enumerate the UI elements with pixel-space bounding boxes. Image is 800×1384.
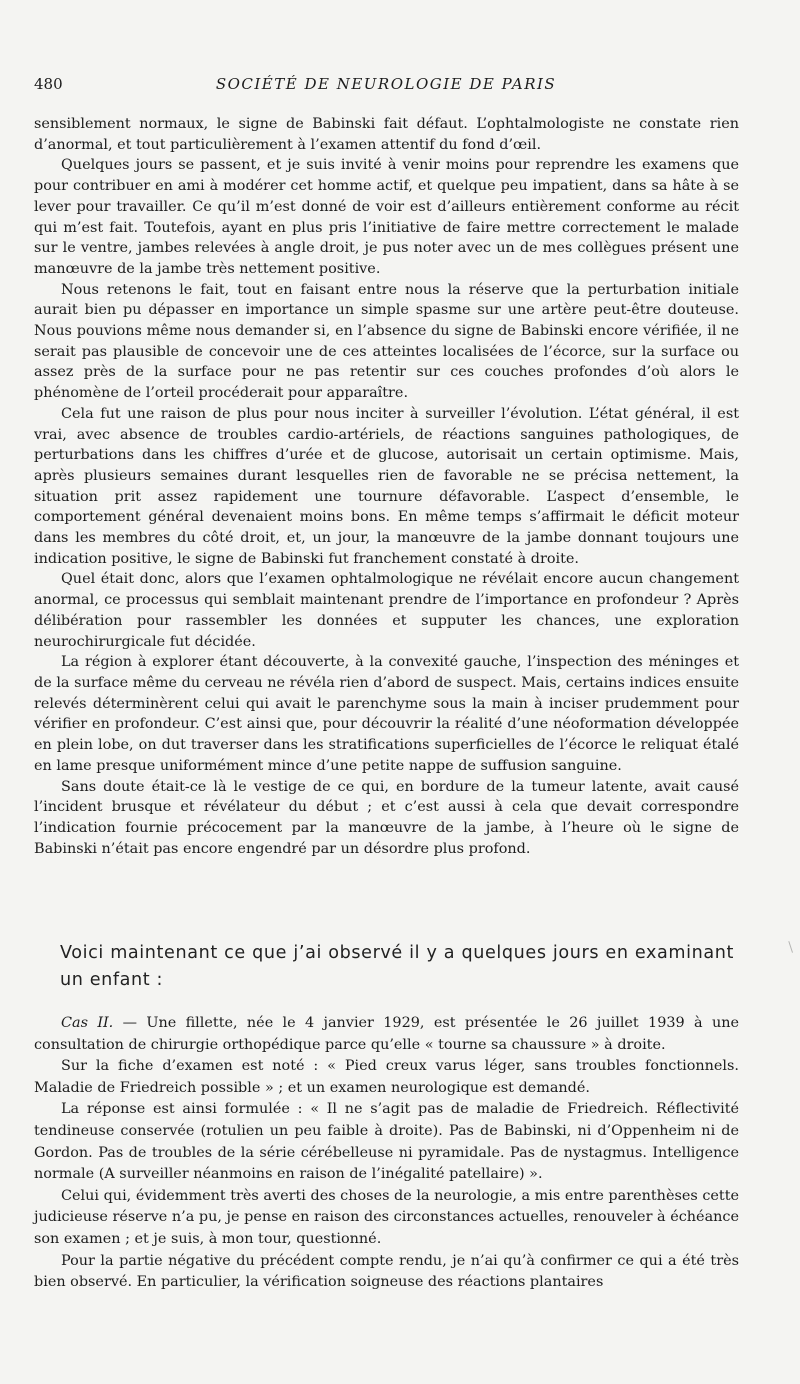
margin-pencil-mark bbox=[788, 939, 798, 953]
section-two bbox=[34, 1013, 739, 1294]
paragraph: La région à explorer étant découverte, à la convexité gauche, l’inspection des méninges et de la surface même du cerveau ne révéla rien d’abord de suspect. Mais, certains indices ensuite relevés déterminèrent celui qui avait le parenchyme sous la main à inciser prudemment pour vérifier en profondeur. C’est ainsi que, pour découvrir la réalité d’une néoformation développée en plein lobe, on dut traverser dans les stratifications superficielles de l’écorce le reliquat étalé en lame presque uniformément mince d’une petite nappe de suffusion sanguine. bbox=[34, 654, 739, 774]
paragraph: Quel était donc, alors que l’examen ophtalmologique ne révélait encore aucun changement anormal, ce processus qui semblait maintenant prendre de l’importance en profondeur ? Après délibération pour rassembler les données et supputer les chances, une exploration neurochirurgicale fut décidée. bbox=[34, 571, 739, 650]
section-one bbox=[34, 114, 739, 859]
case-label: Cas II. bbox=[61, 1015, 114, 1031]
paragraph: Cela fut une raison de plus pour nous inciter à surveiller l’évolution. L’état général, il est vrai, avec absence de troubles cardio-artériels, de réactions sanguines pathologiques, de perturbations dans les chiffres d’urée et de glucose, autorisait un certain optimisme. Mais, après plusieurs semaines durant lesquelles rien de favorable ne se précisa nettement, la situation prit assez rapidement une tournure défavorable. L’aspect d’ensemble, le comportement général devenaient moins bons. En même temps s’affirmait le déficit moteur dans les membres du côté droit, et, un jour, la manœuvre de la jambe donnant toujours une indication positive, le signe de Babinski fut franchement constaté à droite. bbox=[34, 405, 739, 567]
paragraph: Pour la partie négative du précédent compte rendu, je n’ai qu’à confirmer ce qui a été très bien observé. En particulier, la vérification soigneuse des réactions plantaires bbox=[34, 1252, 739, 1291]
running-head: SOCIÉTÉ DE NEUROLOGIE DE PARIS bbox=[215, 75, 557, 93]
paragraph: sensiblement normaux, le signe de Babinski fait défaut. L’ophtalmologiste ne constate rien d’anormal, et tout particulièrement à l’examen attentif du fond d’œil. bbox=[34, 116, 739, 153]
paragraph: Sans doute était-ce là le vestige de ce qui, en bordure de la tumeur latente, avait causé l’incident brusque et révélateur du début ; et c’est aussi à cela que devait correspondre l’indication fournie précocement par la manœuvre de la jambe, à l’heure où le signe de Babinski n’était pas encore engendré par un désordre plus profond. bbox=[34, 778, 739, 857]
page-number: 480 bbox=[34, 75, 63, 93]
case-intro: — Une fillette, née le 4 janvier 1929, est présentée le 26 juillet 1939 à une consultation de chirurgie orthopédique parce qu’elle « tourne sa chaussure » à droite. bbox=[34, 1015, 739, 1053]
paragraph: Sur la fiche d’examen est noté : « Pied creux varus léger, sans troubles fonctionnels. Maladie de Friedreich possible » ; et un examen neurologique est demandé. bbox=[34, 1058, 739, 1096]
page-header bbox=[34, 75, 738, 97]
section-subheading: Voici maintenant ce que j’ai observé il y a quelques jours en examinant un enfant : bbox=[60, 943, 734, 990]
case-paragraph bbox=[34, 1013, 739, 1056]
paragraph: La réponse est ainsi formulée : « Il ne s’agit pas de maladie de Friedreich. Réflectivité tendineuse conservée (rotulien un peu faible à droite). Pas de Babinski, ni d’Oppenheim ni de Gordon. Pas de troubles de la série cérébelleuse ni pyramidale. Pas de nystagmus. Intelligence normale (A surveiller néanmoins en raison de l’inégalité patellaire) ». bbox=[34, 1101, 739, 1183]
paragraph: Celui qui, évidemment très averti des choses de la neurologie, a mis entre parenthèses cette judicieuse réserve n’a pu, je pense en raison des circonstances actuelles, renouveler à échéance son examen ; et je suis, à mon tour, questionné. bbox=[34, 1187, 739, 1247]
paragraph: Nous retenons le fait, tout en faisant entre nous la réserve que la perturbation initiale aurait bien pu dépasser en importance un simple spasme sur une artère peut-être douteuse. Nous pouvions même nous demander si, en l’absence du signe de Babinski encore vérifiée, il ne serait pas plausible de concevoir une de ces atteintes localisées de l’écorce, sur la surface ou assez près de la surface pour ne pas retentir sur ces couches profondes d’où alors le phénomène de l’orteil procéderait pour apparaître. bbox=[34, 281, 739, 402]
paragraph: Quelques jours se passent, et je suis invité à venir moins pour reprendre les examens que pour contribuer en ami à modérer cet homme actif, et quelque peu impatient, dans sa hâte à se lever pour travailler. Ce qu’il m’est donné de voir est d’ailleurs entièrement conforme au récit qui m’est fait. Toutefois, ayant en plus pris l’initiative de faire mettre correctement le malade sur le ventre, jambes relevées à angle droit, je pus noter avec un de mes collègues présent une manœuvre de la jambe très nettement positive. bbox=[34, 157, 739, 277]
